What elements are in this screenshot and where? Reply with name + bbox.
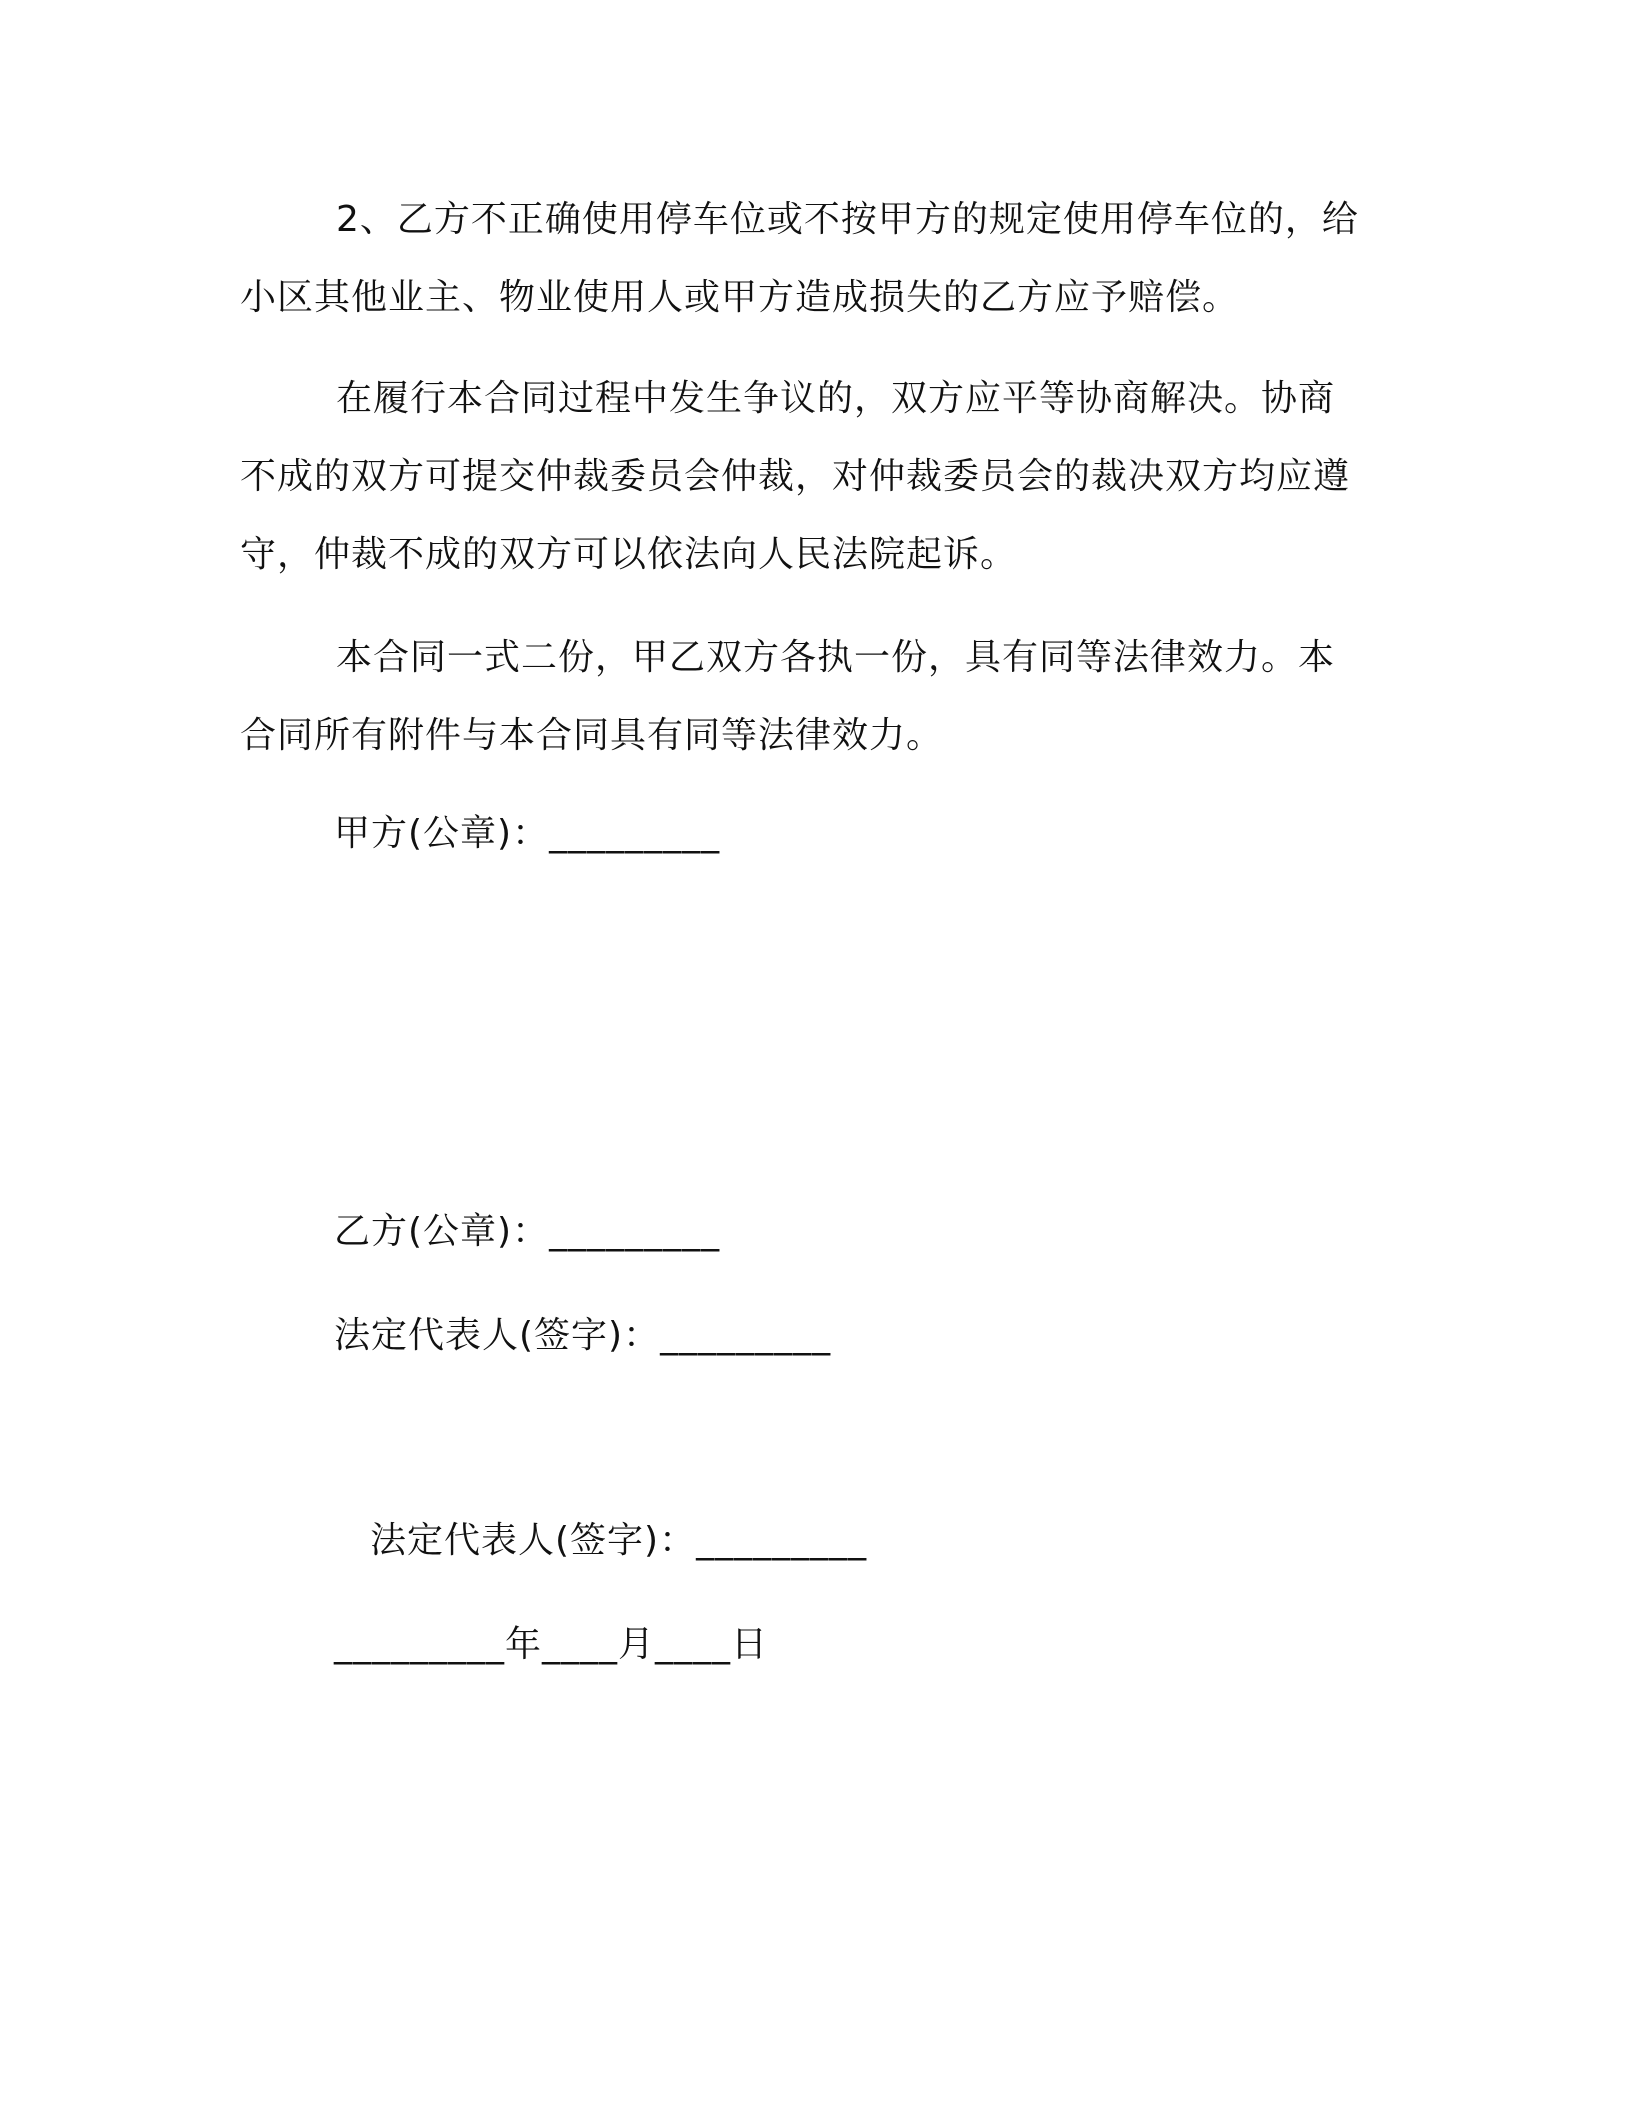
party-b-seal-line: 乙方(公章)：_________	[334, 1211, 721, 1252]
legal-representative-signature-line: 法定代表人(签字)：_________	[334, 1315, 832, 1356]
copies-paragraph: 本合同一式二份，甲乙双方各执一份，具有同等法律效力。本合同所有附件与本合同具有同等法律效力。	[240, 637, 1336, 756]
party-a-seal-line: 甲方(公章)：_________	[334, 813, 721, 854]
dispute-resolution-paragraph: 在履行本合同过程中发生争议的，双方应平等协商解决。协商不成的双方可提交仲裁委员会仲裁，对仲裁委员会的裁决双方均应遵守，仲裁不成的双方可以依法向人民法院起诉。	[240, 378, 1351, 575]
date-line: _________年____月____日	[334, 1624, 768, 1665]
clause-2-paragraph: 2、乙方不正确使用停车位或不按甲方的规定使用停车位的，给小区其他业主、物业使用人或甲方造成损失的乙方应予赔偿。	[240, 199, 1359, 318]
legal-representative-signature-line-2: 法定代表人(签字)：_________	[370, 1520, 868, 1561]
